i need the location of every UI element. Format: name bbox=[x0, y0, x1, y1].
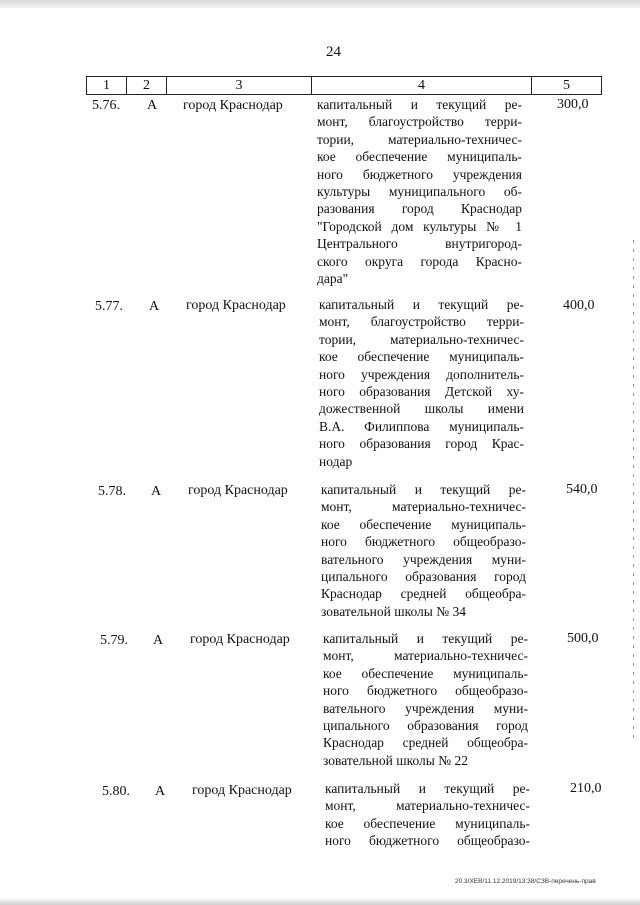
row-category: А bbox=[147, 98, 158, 113]
row-amount: 400,0 bbox=[563, 298, 595, 313]
row-number: 5.80. bbox=[102, 784, 130, 799]
scan-bottom-edge bbox=[0, 899, 640, 905]
description-line: Краснодар средней общеобра- bbox=[323, 735, 528, 751]
row-category: А bbox=[151, 484, 162, 499]
header-cell-4: 4 bbox=[312, 77, 532, 94]
row-category: А bbox=[155, 784, 166, 799]
row-amount: 540,0 bbox=[566, 482, 598, 497]
description-line: В.А. Филиппова муниципаль- bbox=[319, 418, 524, 434]
row-description bbox=[317, 96, 522, 287]
row-description bbox=[323, 630, 528, 769]
description-line: монт, благоустройство терри- bbox=[319, 314, 524, 330]
description-line: зовательной школы № 22 bbox=[323, 752, 468, 768]
description-line: капитальный и текущий ре- bbox=[323, 631, 528, 646]
row-number: 5.76. bbox=[92, 98, 120, 113]
description-line: монт, благоустройство терри- bbox=[317, 114, 522, 130]
row-city: город Краснодар bbox=[183, 98, 283, 113]
description-line: капитальный и текущий ре- bbox=[319, 297, 524, 312]
row-city: город Краснодар bbox=[188, 483, 288, 498]
description-line: тории, материально-техничес- bbox=[319, 331, 524, 347]
header-cell-1: 1 bbox=[87, 77, 127, 94]
description-line: ного бюджетного учреждения bbox=[317, 166, 522, 182]
description-line: монт, материально-техничес- bbox=[323, 648, 528, 664]
description-line: ного образования город Крас- bbox=[319, 436, 524, 452]
description-line: монт, материально-техничес- bbox=[325, 798, 530, 814]
row-description bbox=[325, 780, 530, 850]
row-category: А bbox=[149, 299, 160, 314]
description-line: ципального образования город bbox=[323, 718, 528, 734]
description-line: разования город Краснодар bbox=[317, 201, 522, 217]
description-line: Краснодар средней общеобра- bbox=[321, 586, 526, 602]
description-line: дожественной школы имени bbox=[319, 401, 524, 417]
header-cell-3: 3 bbox=[167, 77, 312, 94]
header-cell-5: 5 bbox=[563, 78, 570, 93]
description-line: капитальный и текущий ре- bbox=[321, 482, 526, 497]
description-line: ного бюджетного общеобразо- bbox=[323, 683, 528, 699]
description-line: ного бюджетного общеобразо- bbox=[325, 833, 530, 849]
page-number: 24 bbox=[326, 44, 341, 60]
row-category: А bbox=[153, 633, 164, 648]
description-line: ного образования Детской ху- bbox=[319, 384, 524, 400]
description-line: вательного учреждения муни- bbox=[321, 551, 526, 567]
description-line: капитальный и текущий ре- bbox=[317, 97, 522, 112]
scan-edge-mark bbox=[633, 240, 634, 740]
row-amount: 210,0 bbox=[570, 781, 602, 796]
description-line: ного учреждения дополнитель- bbox=[319, 366, 524, 382]
description-line: капитальный и текущий ре- bbox=[325, 781, 530, 796]
description-line: ского округа города Красно- bbox=[317, 253, 522, 269]
description-line: ципального образования город bbox=[321, 569, 526, 585]
row-number: 5.77. bbox=[95, 299, 123, 314]
row-city: город Краснодар bbox=[190, 632, 290, 647]
description-line: кое обеспечение муниципаль- bbox=[321, 516, 526, 532]
description-line: кое обеспечение муниципаль- bbox=[319, 349, 524, 365]
description-line: дара" bbox=[317, 271, 349, 287]
table-header bbox=[86, 76, 602, 95]
row-city: город Краснодар bbox=[186, 298, 286, 313]
description-line: вательного учреждения муни- bbox=[323, 700, 528, 716]
description-line: Центрального внутригород- bbox=[317, 236, 522, 252]
footer-reference: 20.3/ХЕВ/11.12.2019/13:38/СЗВ-перечень-прав bbox=[455, 878, 596, 885]
row-city: город Краснодар bbox=[192, 783, 292, 798]
row-amount: 500,0 bbox=[567, 631, 599, 646]
description-line: кое обеспечение муниципаль- bbox=[323, 665, 528, 681]
description-line: культуры муниципального об- bbox=[317, 184, 522, 200]
description-line: монт, материально-техничес- bbox=[321, 499, 526, 515]
description-line: кое обеспечение муниципаль- bbox=[325, 815, 530, 831]
row-description bbox=[321, 481, 526, 620]
row-number: 5.78. bbox=[98, 484, 126, 499]
row-number: 5.79. bbox=[100, 633, 128, 648]
description-line: тории, материально-техничес- bbox=[317, 131, 522, 147]
row-description bbox=[319, 296, 524, 470]
row-amount: 300,0 bbox=[557, 97, 589, 112]
description-line: кое обеспечение муниципаль- bbox=[317, 149, 522, 165]
header-cell-2: 2 bbox=[127, 77, 167, 94]
description-line: зовательной школы № 34 bbox=[321, 603, 466, 619]
description-line: ного бюджетного общеобразо- bbox=[321, 534, 526, 550]
description-line: "Городской дом культуры № 1 bbox=[317, 218, 522, 234]
description-line: нодар bbox=[319, 453, 353, 469]
scan-top-edge bbox=[0, 0, 640, 8]
